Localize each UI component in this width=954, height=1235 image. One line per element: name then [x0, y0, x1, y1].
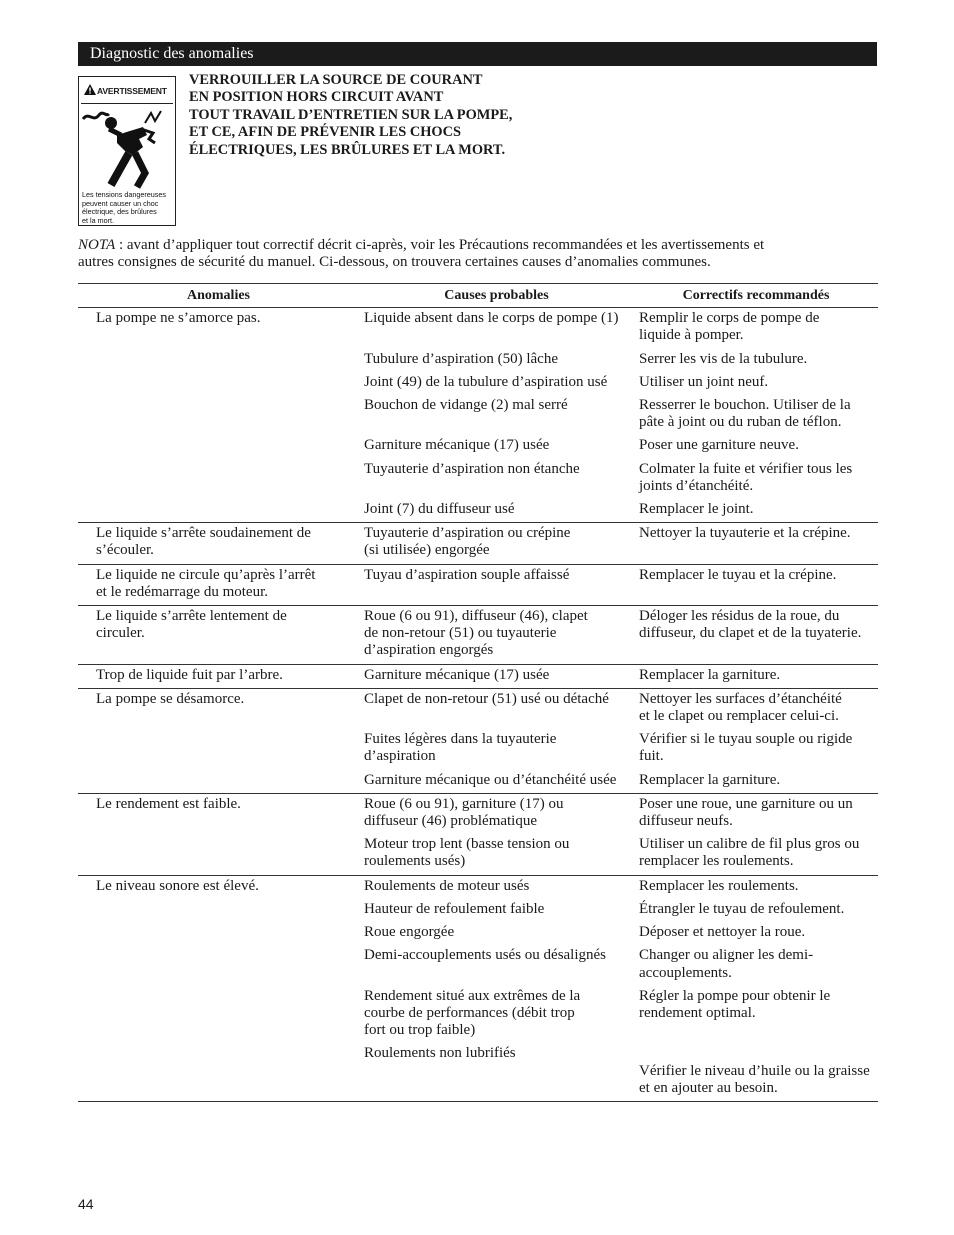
cell-line: Poser une roue, une garniture ou un: [639, 795, 853, 812]
table-body: [78, 308, 878, 1102]
cell-line: fort ou trop faible): [364, 1022, 476, 1039]
fix-cell: [634, 834, 878, 875]
table-row: [78, 606, 878, 665]
table-row: [78, 729, 878, 769]
cell-line: Remplacer le joint.: [639, 501, 754, 518]
cause-cell: [359, 793, 634, 834]
anomaly-cell: [78, 435, 359, 458]
fix-cell: [634, 564, 878, 605]
cell-line: diffuseur, du clapet et de la tuyaterie.: [639, 625, 862, 642]
anomaly-cell: [78, 349, 359, 372]
cause-cell: [359, 922, 634, 945]
table-row: [78, 899, 878, 922]
anomaly-cell: [78, 986, 359, 1044]
cause-cell: [359, 459, 634, 499]
cell-line: s’écouler.: [96, 542, 154, 559]
cause-cell: [359, 875, 634, 899]
cause-cell: [359, 1043, 634, 1101]
cell-line: [639, 1045, 874, 1062]
cell-line: accouplements.: [639, 964, 732, 981]
table-header-row: [78, 284, 878, 308]
warning-line: EN POSITION HORS CIRCUIT AVANT: [189, 89, 444, 106]
cell-line: et le redémarrage du moteur.: [96, 583, 269, 600]
fix-cell: [634, 308, 878, 349]
cell-line: liquide à pomper.: [639, 327, 744, 344]
cell-line: Vérifier si le tuyau souple ou rigide: [639, 731, 853, 748]
table-row: [78, 499, 878, 523]
table-row: [78, 793, 878, 834]
anomaly-cell: [78, 688, 359, 729]
anomaly-cell: [78, 664, 359, 688]
table-row: [78, 564, 878, 605]
fix-cell: [634, 372, 878, 395]
column-header-fixes: Correctifs recommandés: [634, 284, 878, 308]
cell-line: Tuyau d’aspiration souple affaissé: [364, 566, 570, 583]
anomaly-cell: [78, 1043, 359, 1101]
table-row: [78, 986, 878, 1044]
cell-line: courbe de performances (débit trop: [364, 1004, 575, 1021]
anomaly-cell: [78, 606, 359, 665]
cell-line: Garniture mécanique (17) usée: [364, 437, 550, 454]
anomaly-cell: [78, 395, 359, 435]
anomaly-cell: [78, 523, 359, 564]
cause-cell: [359, 372, 634, 395]
cell-line: circuler.: [96, 625, 145, 642]
caption-line: Les tensions dangereuses: [82, 190, 166, 199]
caption-line: et la mort.: [82, 215, 114, 225]
fix-cell: [634, 899, 878, 922]
cell-line: Colmater la fuite et vérifier tous les: [639, 460, 853, 477]
warning-label: [78, 76, 176, 226]
note-label: NOTA: [78, 237, 116, 253]
cell-line: La pompe se désamorce.: [96, 690, 245, 707]
cause-cell: [359, 834, 634, 875]
cell-line: et en ajouter au besoin.: [639, 1079, 778, 1096]
table-row: [78, 664, 878, 688]
cause-cell: [359, 688, 634, 729]
cell-line: Joint (7) du diffuseur usé: [364, 501, 515, 518]
cell-line: Nettoyer les surfaces d’étanchéité: [639, 690, 842, 707]
cell-line: Le niveau sonore est élevé.: [96, 877, 259, 894]
cause-cell: [359, 606, 634, 665]
cell-line: Hauteur de refoulement faible: [364, 900, 545, 917]
fix-cell: [634, 1043, 878, 1101]
cell-line: Serrer les vis de la tubulure.: [639, 350, 808, 367]
note-line-1: [78, 237, 878, 254]
anomaly-cell: [78, 459, 359, 499]
note-line-2: autres consignes de sécurité du manuel. Ci-dessous, on trouvera certaines causes d’anomalies communes.: [78, 254, 711, 271]
cell-line: Garniture mécanique (17) usée: [364, 666, 550, 683]
page-number: 44: [78, 1196, 94, 1212]
cause-cell: [359, 395, 634, 435]
cause-cell: [359, 349, 634, 372]
anomaly-cell: [78, 899, 359, 922]
warning-line: ET CE, AFIN DE PRÉVENIR LES CHOCS: [189, 124, 462, 141]
warning-label-header: [81, 79, 173, 104]
cell-line: Vérifier le niveau d’huile ou la graisse: [639, 1062, 870, 1079]
table-row: [78, 834, 878, 875]
anomaly-cell: [78, 308, 359, 349]
fix-cell: [634, 395, 878, 435]
table-row: [78, 435, 878, 458]
table-row: [78, 875, 878, 899]
cause-cell: [359, 664, 634, 688]
cell-line: Remplacer la garniture.: [639, 771, 781, 788]
cause-cell: [359, 523, 634, 564]
cell-line: d’aspiration engorgés: [364, 642, 494, 659]
table-row: [78, 459, 878, 499]
cell-line: Remplacer la garniture.: [639, 666, 781, 683]
cause-cell: [359, 564, 634, 605]
cause-cell: [359, 986, 634, 1044]
cell-line: Liquide absent dans le corps de pompe (1): [364, 310, 619, 327]
warning-line: ÉLECTRIQUES, LES BRÛLURES ET LA MORT.: [189, 141, 506, 158]
troubleshooting-table: [78, 283, 878, 1102]
table-row: [78, 372, 878, 395]
cell-line: Remplacer le tuyau et la crépine.: [639, 566, 837, 583]
note-text: : avant d’appliquer tout correctif décrit ci-après, voir les Précautions recommandées et les avertissements et: [115, 237, 765, 253]
anomaly-cell: [78, 922, 359, 945]
cell-line: Clapet de non-retour (51) usé ou détaché: [364, 690, 609, 707]
cell-line: fuit.: [639, 748, 664, 765]
cell-line: Bouchon de vidange (2) mal serré: [364, 397, 568, 414]
warning-line: VERROUILLER LA SOURCE DE COURANT: [189, 72, 483, 88]
cell-line: Le rendement est faible.: [96, 795, 241, 812]
cell-line: et le clapet ou remplacer celui-ci.: [639, 708, 839, 725]
cell-line: Fuites légères dans la tuyauterie: [364, 731, 557, 748]
cell-line: Changer ou aligner les demi-: [639, 947, 814, 964]
table-row: [78, 308, 878, 349]
fix-cell: [634, 945, 878, 985]
cell-line: Joint (49) de la tubulure d’aspiration usé: [364, 373, 608, 390]
cell-line: Le liquide ne circule qu’après l’arrêt: [96, 566, 316, 583]
table-row: [78, 395, 878, 435]
warning-message: [189, 72, 512, 159]
column-header-causes: Causes probables: [359, 284, 634, 308]
cell-line: Trop de liquide fuit par l’arbre.: [96, 666, 283, 683]
cell-line: Nettoyer la tuyauterie et la crépine.: [639, 525, 851, 542]
cell-line: Utiliser un calibre de fil plus gros ou: [639, 836, 860, 853]
column-header-anomalies: Anomalies: [78, 284, 359, 308]
warning-label-title: AVERTISSEMENT: [97, 86, 167, 96]
cell-line: Poser une garniture neuve.: [639, 437, 799, 454]
fix-cell: [634, 523, 878, 564]
cell-line: (si utilisée) engorgée: [364, 542, 490, 559]
fix-cell: [634, 499, 878, 523]
cause-cell: [359, 899, 634, 922]
caption-line: peuvent causer un choc: [82, 198, 159, 208]
note-paragraph: [78, 237, 878, 272]
table-row: [78, 688, 878, 729]
fix-cell: [634, 664, 878, 688]
cause-cell: [359, 435, 634, 458]
anomaly-cell: [78, 875, 359, 899]
cell-line: rendement optimal.: [639, 1004, 756, 1021]
cause-cell: [359, 308, 634, 349]
anomaly-cell: [78, 834, 359, 875]
cell-line: Roue (6 ou 91), garniture (17) ou: [364, 795, 564, 812]
cell-line: de non-retour (51) ou tuyauterie: [364, 625, 557, 642]
anomaly-cell: [78, 945, 359, 985]
fix-cell: [634, 435, 878, 458]
fix-cell: [634, 349, 878, 372]
electrical-hazard-icon: [81, 105, 173, 189]
cell-line: diffuseur neufs.: [639, 813, 733, 830]
table-row: [78, 945, 878, 985]
warning-label-caption: [82, 191, 176, 225]
cell-line: pâte à joint ou du ruban de téflon.: [639, 414, 842, 431]
warning-triangle-icon: [84, 84, 96, 95]
fix-cell: [634, 770, 878, 794]
fix-cell: [634, 875, 878, 899]
cell-line: Demi-accouplements usés ou désalignés: [364, 947, 607, 964]
cell-line: Resserrer le bouchon. Utiliser de la: [639, 397, 851, 414]
cell-line: Remplacer les roulements.: [639, 877, 799, 894]
anomaly-cell: [78, 729, 359, 769]
cell-line: Utiliser un joint neuf.: [639, 373, 769, 390]
anomaly-cell: [78, 793, 359, 834]
section-header: [78, 42, 877, 66]
cell-line: Moteur trop lent (basse tension ou: [364, 836, 570, 853]
cell-line: d’aspiration: [364, 748, 436, 765]
cell-line: Rendement situé aux extrêmes de la: [364, 987, 581, 1004]
cell-line: Déposer et nettoyer la roue.: [639, 924, 806, 941]
section-title: Diagnostic des anomalies: [90, 45, 254, 62]
cell-line: La pompe ne s’amorce pas.: [96, 310, 261, 327]
cause-cell: [359, 729, 634, 769]
cause-cell: [359, 770, 634, 794]
anomaly-cell: [78, 372, 359, 395]
caption-line: électrique, des brûlures: [82, 207, 157, 217]
table-row: [78, 349, 878, 372]
cell-line: Roulements non lubrifiés: [364, 1045, 516, 1062]
anomaly-cell: [78, 770, 359, 794]
cell-line: roulements usés): [364, 853, 466, 870]
fix-cell: [634, 606, 878, 665]
table-row: [78, 770, 878, 794]
fix-cell: [634, 729, 878, 769]
cell-line: Régler la pompe pour obtenir le: [639, 987, 831, 1004]
cell-line: Tuyauterie d’aspiration ou crépine: [364, 525, 571, 542]
table-row: [78, 1043, 878, 1101]
fix-cell: [634, 688, 878, 729]
cell-line: Remplir le corps de pompe de: [639, 310, 820, 327]
cell-line: joints d’étanchéité.: [639, 477, 754, 494]
fix-cell: [634, 793, 878, 834]
cell-line: Le liquide s’arrête lentement de: [96, 608, 287, 625]
cell-line: Roue (6 ou 91), diffuseur (46), clapet: [364, 608, 588, 625]
table-row: [78, 922, 878, 945]
fix-cell: [634, 986, 878, 1044]
fix-cell: [634, 922, 878, 945]
fix-cell: [634, 459, 878, 499]
cell-line: Tubulure d’aspiration (50) lâche: [364, 350, 558, 367]
cell-line: Roulements de moteur usés: [364, 877, 530, 894]
warning-line: TOUT TRAVAIL D’ENTRETIEN SUR LA POMPE,: [189, 106, 513, 123]
cell-line: Le liquide s’arrête soudainement de: [96, 525, 311, 542]
cell-line: Tuyauterie d’aspiration non étanche: [364, 460, 580, 477]
anomaly-cell: [78, 564, 359, 605]
cell-line: Déloger les résidus de la roue, du: [639, 608, 840, 625]
cell-line: remplacer les roulements.: [639, 853, 794, 870]
cell-line: Étrangler le tuyau de refoulement.: [639, 900, 845, 917]
anomaly-cell: [78, 499, 359, 523]
table-row: [78, 523, 878, 564]
cell-line: diffuseur (46) problématique: [364, 813, 538, 830]
cell-line: Garniture mécanique ou d’étanchéité usée: [364, 771, 617, 788]
cell-line: Roue engorgée: [364, 924, 455, 941]
cause-cell: [359, 499, 634, 523]
cause-cell: [359, 945, 634, 985]
